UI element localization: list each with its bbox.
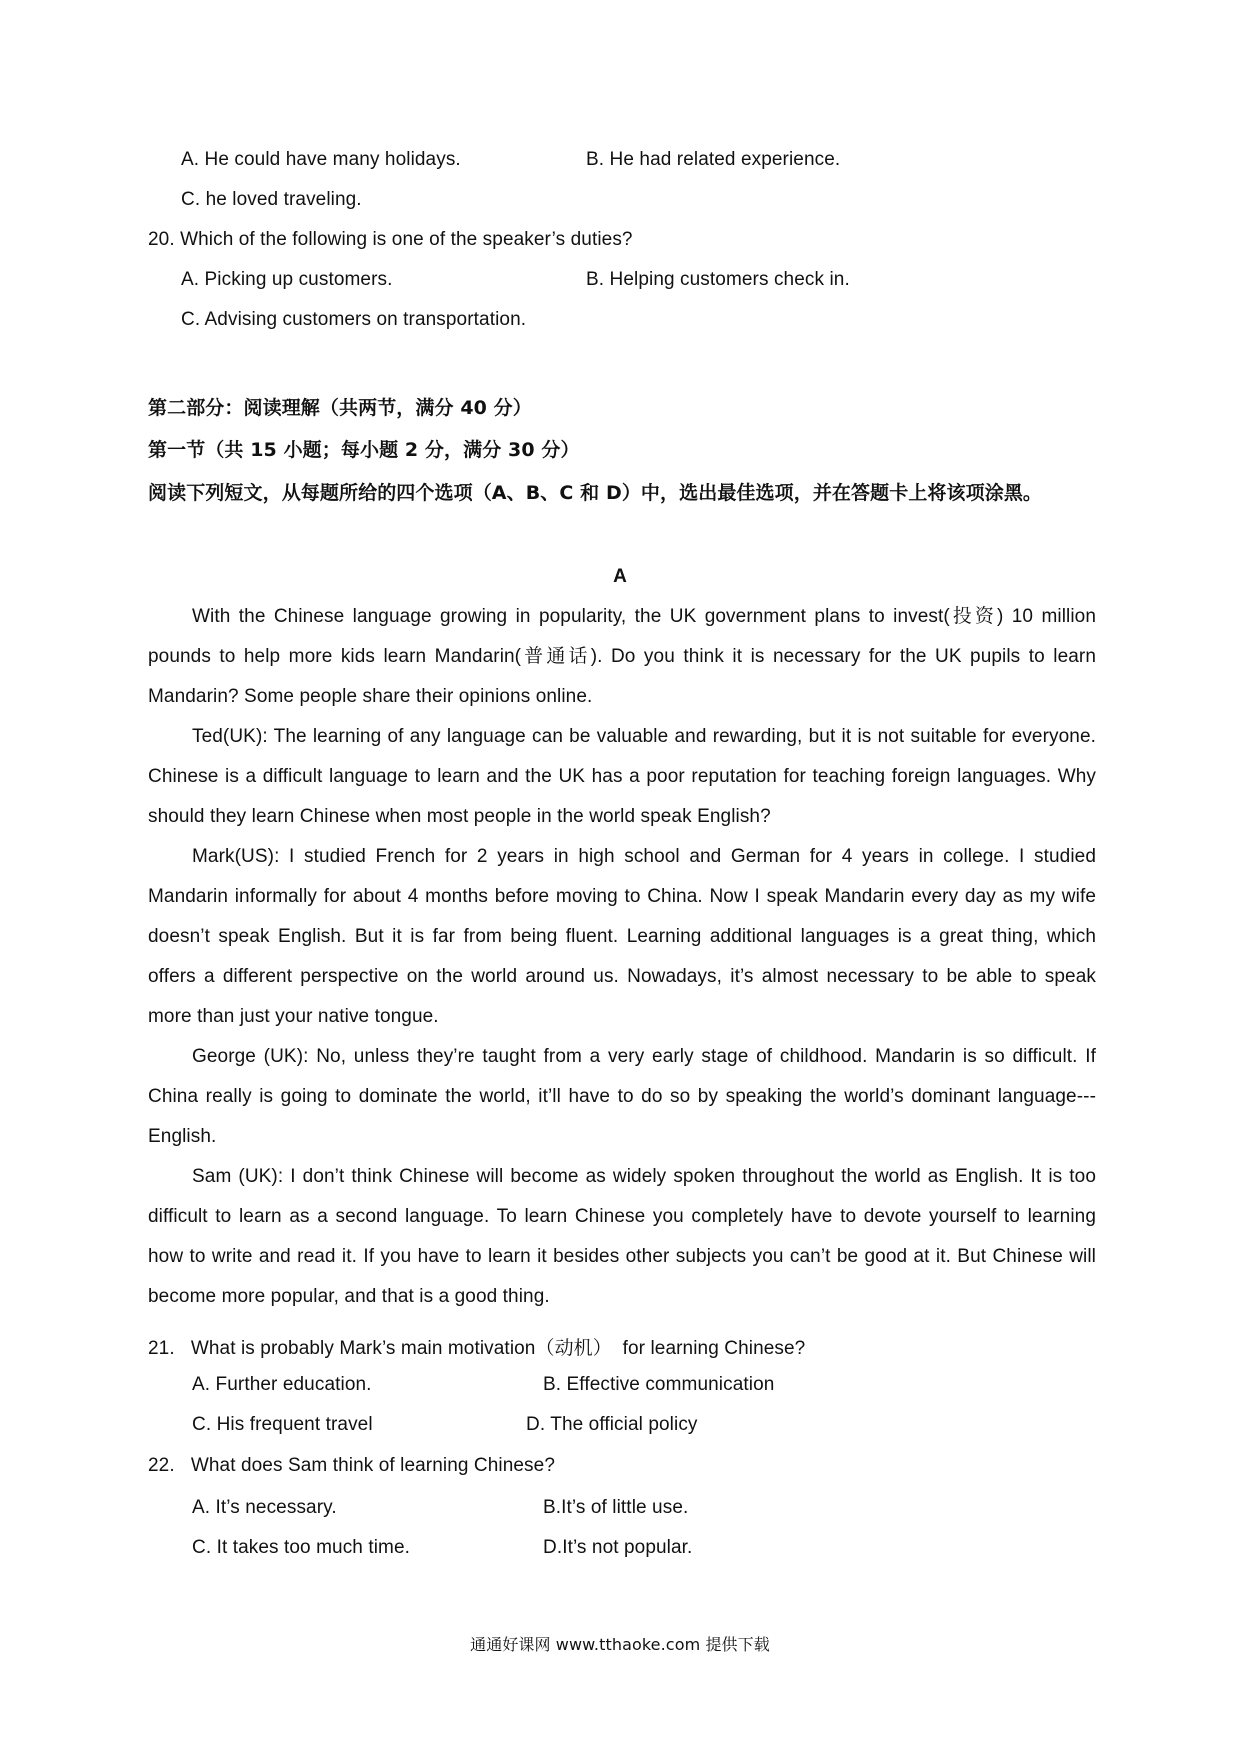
q20-option-c: C. Advising customers on transportation. xyxy=(181,309,527,330)
q21-option-c: C. His frequent travel xyxy=(192,1414,373,1435)
q21-option-d: D. The official policy xyxy=(526,1414,698,1435)
reading-instruction: 阅读下列短文，从每题所给的四个选项（A、B、C 和 D）中，选出最佳选项，并在答题卡上将该项涂黑。 xyxy=(148,482,1043,504)
part2-title: 第二部分：阅读理解（共两节，满分 40 分） xyxy=(148,397,532,419)
q20-option-a: A. Picking up customers. xyxy=(181,269,393,290)
q22-option-b: B.It’s of little use. xyxy=(543,1497,689,1518)
passage-paragraph-intro: With the Chinese language growing in popularity, the UK government plans to invest(投资) 10 million pounds to help more kids learn Mandarin(普通话). Do you think it is necessary for the UK pupils to learn Mandarin? Some people share their opinions online. xyxy=(148,606,1096,707)
q21-option-a: A. Further education. xyxy=(192,1374,372,1395)
q22-option-c: C. It takes too much time. xyxy=(192,1537,411,1558)
passage-paragraph-sam: Sam (UK): I don’t think Chinese will become as widely spoken throughout the world as English. It is too difficult to learn as a second language. To learn Chinese you completely have to devote yourself to learning how to write and read it. If you have to learn it besides other subjects you can’t be good at it. But Chinese will become more popular, and that is a good thing. xyxy=(148,1166,1096,1307)
q21-option-b: B. Effective communication xyxy=(543,1374,775,1395)
q19-option-b: B. He had related experience. xyxy=(586,149,841,170)
q21-question: 21. What is probably Mark’s main motivation（动机） for learning Chinese? xyxy=(148,1338,806,1359)
q19-option-a: A. He could have many holidays. xyxy=(181,149,461,170)
passage-a xyxy=(148,597,1096,1317)
passage-paragraph-george: George (UK): No, unless they’re taught from a very early stage of childhood. Mandarin is so difficult. If China really is going to dominate the world, it’ll have to do so by speaking the world’s dominant language---English. xyxy=(148,1046,1096,1147)
passage-paragraph-mark: Mark(US): I studied French for 2 years in high school and German for 4 years in college. I studied Mandarin informally for about 4 months before moving to China. Now I speak Mandarin every day as my wife doesn’t speak English. But it is far from being fluent. Learning additional languages is a great thing, which offers a different perspective on the world around us. Nowadays, it’s almost necessary to be able to speak more than just your native tongue. xyxy=(148,846,1096,1027)
q22-option-d: D.It’s not popular. xyxy=(543,1537,693,1558)
q22-option-a: A. It’s necessary. xyxy=(192,1497,337,1518)
q19-option-c: C. he loved traveling. xyxy=(181,189,362,210)
q22-question: 22. What does Sam think of learning Chinese? xyxy=(148,1455,555,1476)
q20-option-b: B. Helping customers check in. xyxy=(586,269,850,290)
q20-question: 20. Which of the following is one of the speaker’s duties? xyxy=(148,229,633,250)
footer-source: 通通好课网 www.tthaoke.com 提供下载 xyxy=(470,1635,770,1654)
passage-label: A xyxy=(613,566,627,587)
section1-title: 第一节（共 15 小题；每小题 2 分，满分 30 分） xyxy=(148,439,580,461)
passage-paragraph-ted: Ted(UK): The learning of any language can be valuable and rewarding, but it is not suitable for everyone. Chinese is a difficult language to learn and the UK has a poor reputation for teaching foreign languages. Why should they learn Chinese when most people in the world speak English? xyxy=(148,726,1096,827)
